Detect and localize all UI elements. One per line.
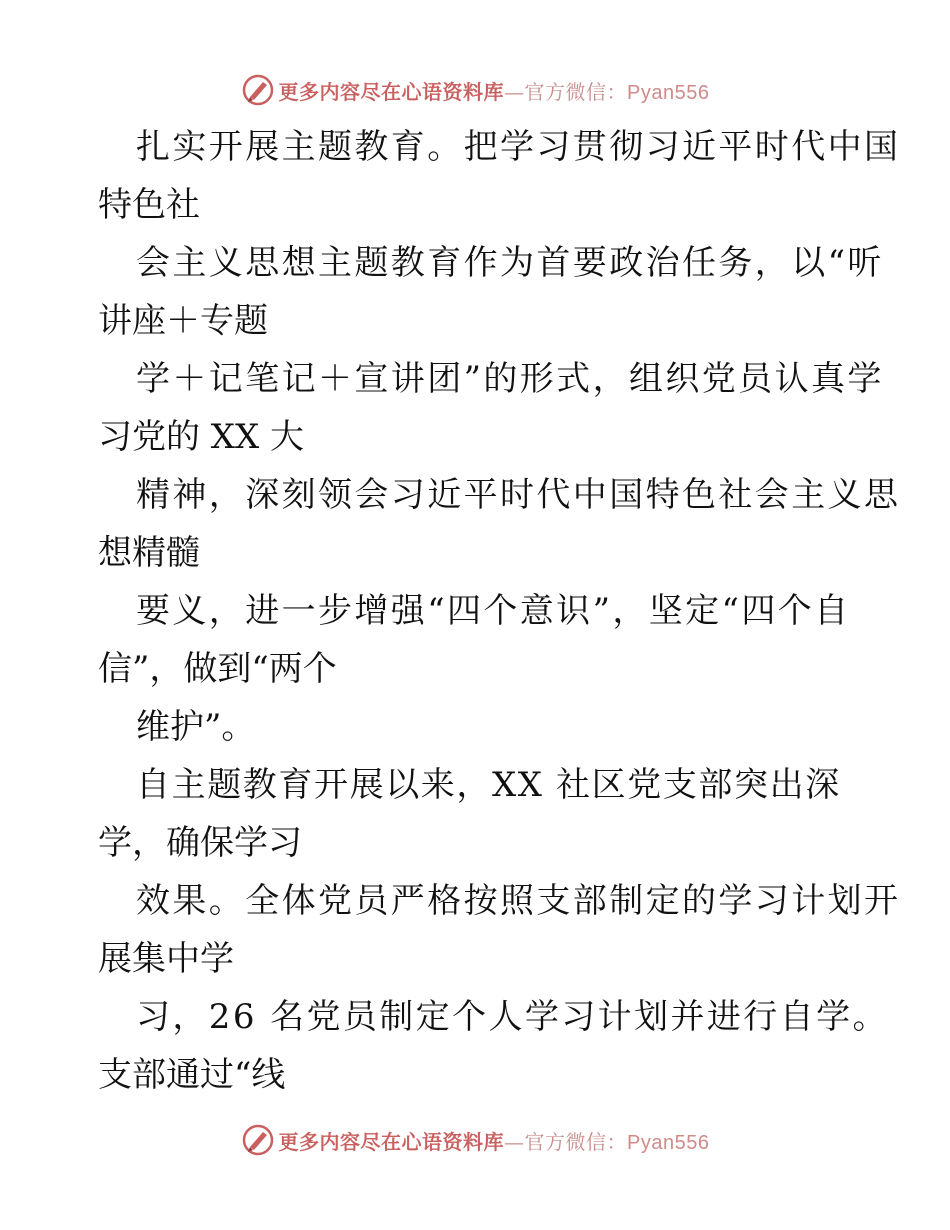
- pen-logo-icon: [241, 1123, 275, 1157]
- text-line: 学＋记笔记＋宣讲团”的形式，组织党员认真学: [136, 359, 884, 399]
- text-line: 展集中学: [98, 939, 234, 979]
- header-text: [279, 76, 710, 105]
- text-line: 会主义思想主题教育作为首要政治任务，以“听: [136, 243, 884, 283]
- text-line: 讲座＋专题: [98, 301, 268, 341]
- text-line: 效果。全体党员严格按照支部制定的学习计划开: [136, 881, 901, 921]
- text-line: 想精髓: [98, 533, 200, 573]
- text-line: 支部通过“线: [98, 1055, 286, 1095]
- footer-wechat-id: Pyan556: [627, 1131, 710, 1154]
- paragraph: [98, 118, 901, 756]
- text-line: 习党的 XX 大: [98, 417, 305, 457]
- footer-watermark: [0, 1120, 950, 1160]
- document-body: [98, 118, 901, 1104]
- pen-logo-icon: [241, 73, 275, 107]
- text-line: 习，26 名党员制定个人学习计划并进行自学。: [136, 997, 889, 1037]
- footer-text: [279, 1126, 710, 1155]
- footer-official-label: 官方微信：: [524, 1129, 628, 1154]
- text-line: 自主题教育开展以来，XX 社区党支部突出深: [136, 765, 841, 805]
- text-line: 学，确保学习: [98, 823, 302, 863]
- header-official-label: 官方微信：: [524, 79, 628, 104]
- text-line: 维护”。: [136, 707, 256, 747]
- header-brand: 更多内容尽在心语资料库: [278, 79, 505, 104]
- text-line: 信”，做到“两个: [98, 649, 337, 689]
- text-line: 扎实开展主题教育。把学习贯彻习近平时代中国: [136, 127, 901, 167]
- footer-brand: 更多内容尽在心语资料库: [278, 1129, 505, 1154]
- text-line: 精神，深刻领会习近平时代中国特色社会主义思: [136, 475, 901, 515]
- header-wechat-id: Pyan556: [627, 81, 710, 104]
- text-line: 特色社: [98, 185, 200, 225]
- text-line: 要义，进一步增强“四个意识”，坚定“四个自: [136, 591, 851, 631]
- header-separator: —: [504, 79, 525, 104]
- header-watermark: [0, 70, 950, 110]
- paragraph: [98, 756, 901, 1104]
- footer-separator: —: [504, 1129, 525, 1154]
